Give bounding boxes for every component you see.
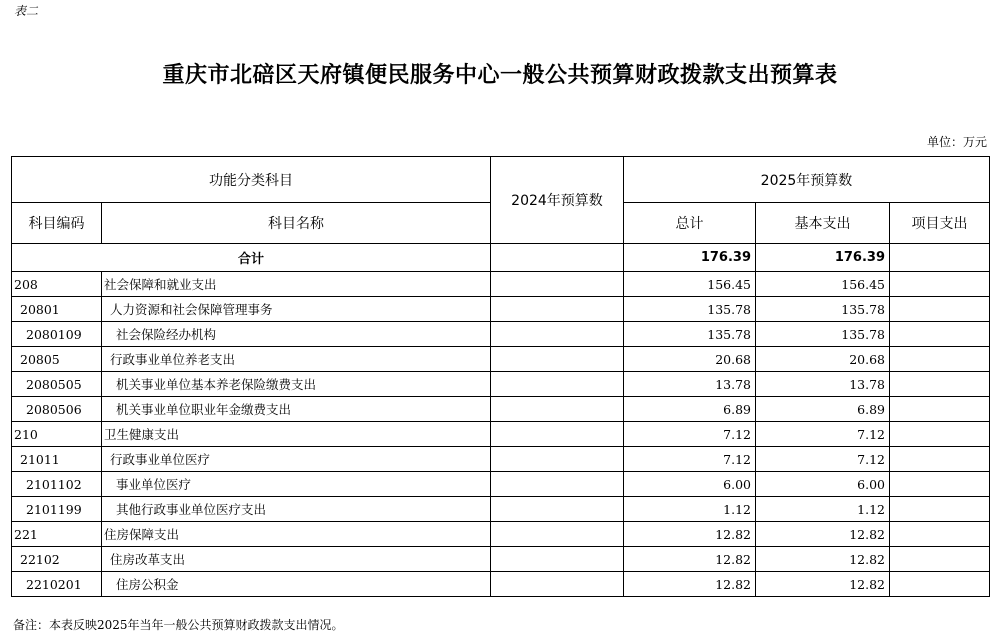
row-budget-2024 <box>491 347 624 372</box>
total-budget-2024 <box>491 244 624 272</box>
table-row <box>12 497 990 522</box>
table-row <box>12 547 990 572</box>
row-project <box>890 447 990 472</box>
row-basic: 6.89 <box>756 397 890 422</box>
row-basic: 135.78 <box>756 322 890 347</box>
row-basic: 12.82 <box>756 522 890 547</box>
row-budget-2024 <box>491 272 624 297</box>
total-project <box>890 244 990 272</box>
row-total: 135.78 <box>624 322 756 347</box>
row-code: 21011 <box>12 447 102 472</box>
row-budget-2024 <box>491 522 624 547</box>
row-budget-2024 <box>491 422 624 447</box>
row-total: 20.68 <box>624 347 756 372</box>
table-note: 备注：本表反映2025年当年一般公共预算财政拨款支出情况。 <box>13 618 344 632</box>
header-total: 总计 <box>624 203 756 244</box>
table-tag: 表二 <box>14 4 39 18</box>
row-name: 行政事业单位养老支出 <box>102 347 491 372</box>
table-row <box>12 297 990 322</box>
total-total: 176.39 <box>624 244 756 272</box>
total-label: 合计 <box>12 244 491 272</box>
row-code: 22102 <box>12 547 102 572</box>
row-project <box>890 522 990 547</box>
table-row <box>12 347 990 372</box>
row-code: 20805 <box>12 347 102 372</box>
row-total: 12.82 <box>624 572 756 597</box>
row-budget-2024 <box>491 297 624 322</box>
row-budget-2024 <box>491 447 624 472</box>
row-code: 2101199 <box>12 497 102 522</box>
row-project <box>890 397 990 422</box>
header-budget-2025: 2025年预算数 <box>624 157 990 203</box>
table-row <box>12 397 990 422</box>
row-basic: 13.78 <box>756 372 890 397</box>
row-name: 机关事业单位基本养老保险缴费支出 <box>102 372 491 397</box>
row-project <box>890 297 990 322</box>
table-row <box>12 422 990 447</box>
row-budget-2024 <box>491 497 624 522</box>
header-basic: 基本支出 <box>756 203 890 244</box>
row-code: 208 <box>12 272 102 297</box>
row-name: 机关事业单位职业年金缴费支出 <box>102 397 491 422</box>
table-row <box>12 522 990 547</box>
row-total: 156.45 <box>624 272 756 297</box>
row-project <box>890 472 990 497</box>
row-project <box>890 497 990 522</box>
row-project <box>890 422 990 447</box>
row-name: 住房保障支出 <box>102 522 491 547</box>
row-basic: 12.82 <box>756 572 890 597</box>
table-row <box>12 322 990 347</box>
header-project: 项目支出 <box>890 203 990 244</box>
row-project <box>890 372 990 397</box>
header-name: 科目名称 <box>102 203 491 244</box>
row-budget-2024 <box>491 472 624 497</box>
row-total: 135.78 <box>624 297 756 322</box>
total-basic: 176.39 <box>756 244 890 272</box>
row-name: 住房改革支出 <box>102 547 491 572</box>
row-budget-2024 <box>491 397 624 422</box>
row-code: 20801 <box>12 297 102 322</box>
row-budget-2024 <box>491 572 624 597</box>
row-project <box>890 572 990 597</box>
row-total: 1.12 <box>624 497 756 522</box>
row-code: 2101102 <box>12 472 102 497</box>
row-basic: 20.68 <box>756 347 890 372</box>
row-basic: 135.78 <box>756 297 890 322</box>
row-name: 人力资源和社会保障管理事务 <box>102 297 491 322</box>
row-basic: 1.12 <box>756 497 890 522</box>
row-code: 221 <box>12 522 102 547</box>
row-name: 卫生健康支出 <box>102 422 491 447</box>
row-code: 2080505 <box>12 372 102 397</box>
total-row <box>12 244 990 272</box>
row-name: 其他行政事业单位医疗支出 <box>102 497 491 522</box>
row-project <box>890 322 990 347</box>
row-code: 2210201 <box>12 572 102 597</box>
row-basic: 12.82 <box>756 547 890 572</box>
row-total: 13.78 <box>624 372 756 397</box>
table-row <box>12 472 990 497</box>
row-basic: 7.12 <box>756 422 890 447</box>
row-total: 7.12 <box>624 422 756 447</box>
row-budget-2024 <box>491 547 624 572</box>
row-basic: 156.45 <box>756 272 890 297</box>
row-project <box>890 272 990 297</box>
row-total: 7.12 <box>624 447 756 472</box>
row-name: 行政事业单位医疗 <box>102 447 491 472</box>
table-row <box>12 572 990 597</box>
row-code: 210 <box>12 422 102 447</box>
row-basic: 7.12 <box>756 447 890 472</box>
header-budget-2024: 2024年预算数 <box>491 157 624 244</box>
table-row <box>12 272 990 297</box>
row-project <box>890 347 990 372</box>
budget-table <box>11 156 990 597</box>
table-row <box>12 372 990 397</box>
table-row <box>12 447 990 472</box>
row-name: 社会保险经办机构 <box>102 322 491 347</box>
row-name: 社会保障和就业支出 <box>102 272 491 297</box>
row-basic: 6.00 <box>756 472 890 497</box>
row-budget-2024 <box>491 372 624 397</box>
row-total: 12.82 <box>624 522 756 547</box>
row-name: 住房公积金 <box>102 572 491 597</box>
row-budget-2024 <box>491 322 624 347</box>
row-name: 事业单位医疗 <box>102 472 491 497</box>
page-title: 重庆市北碚区天府镇便民服务中心一般公共预算财政拨款支出预算表 <box>162 62 838 88</box>
unit-label: 单位：万元 <box>926 135 987 149</box>
row-code: 2080109 <box>12 322 102 347</box>
row-total: 6.89 <box>624 397 756 422</box>
header-function-category: 功能分类科目 <box>12 157 491 203</box>
header-code: 科目编码 <box>12 203 102 244</box>
row-total: 12.82 <box>624 547 756 572</box>
row-code: 2080506 <box>12 397 102 422</box>
row-project <box>890 547 990 572</box>
row-total: 6.00 <box>624 472 756 497</box>
